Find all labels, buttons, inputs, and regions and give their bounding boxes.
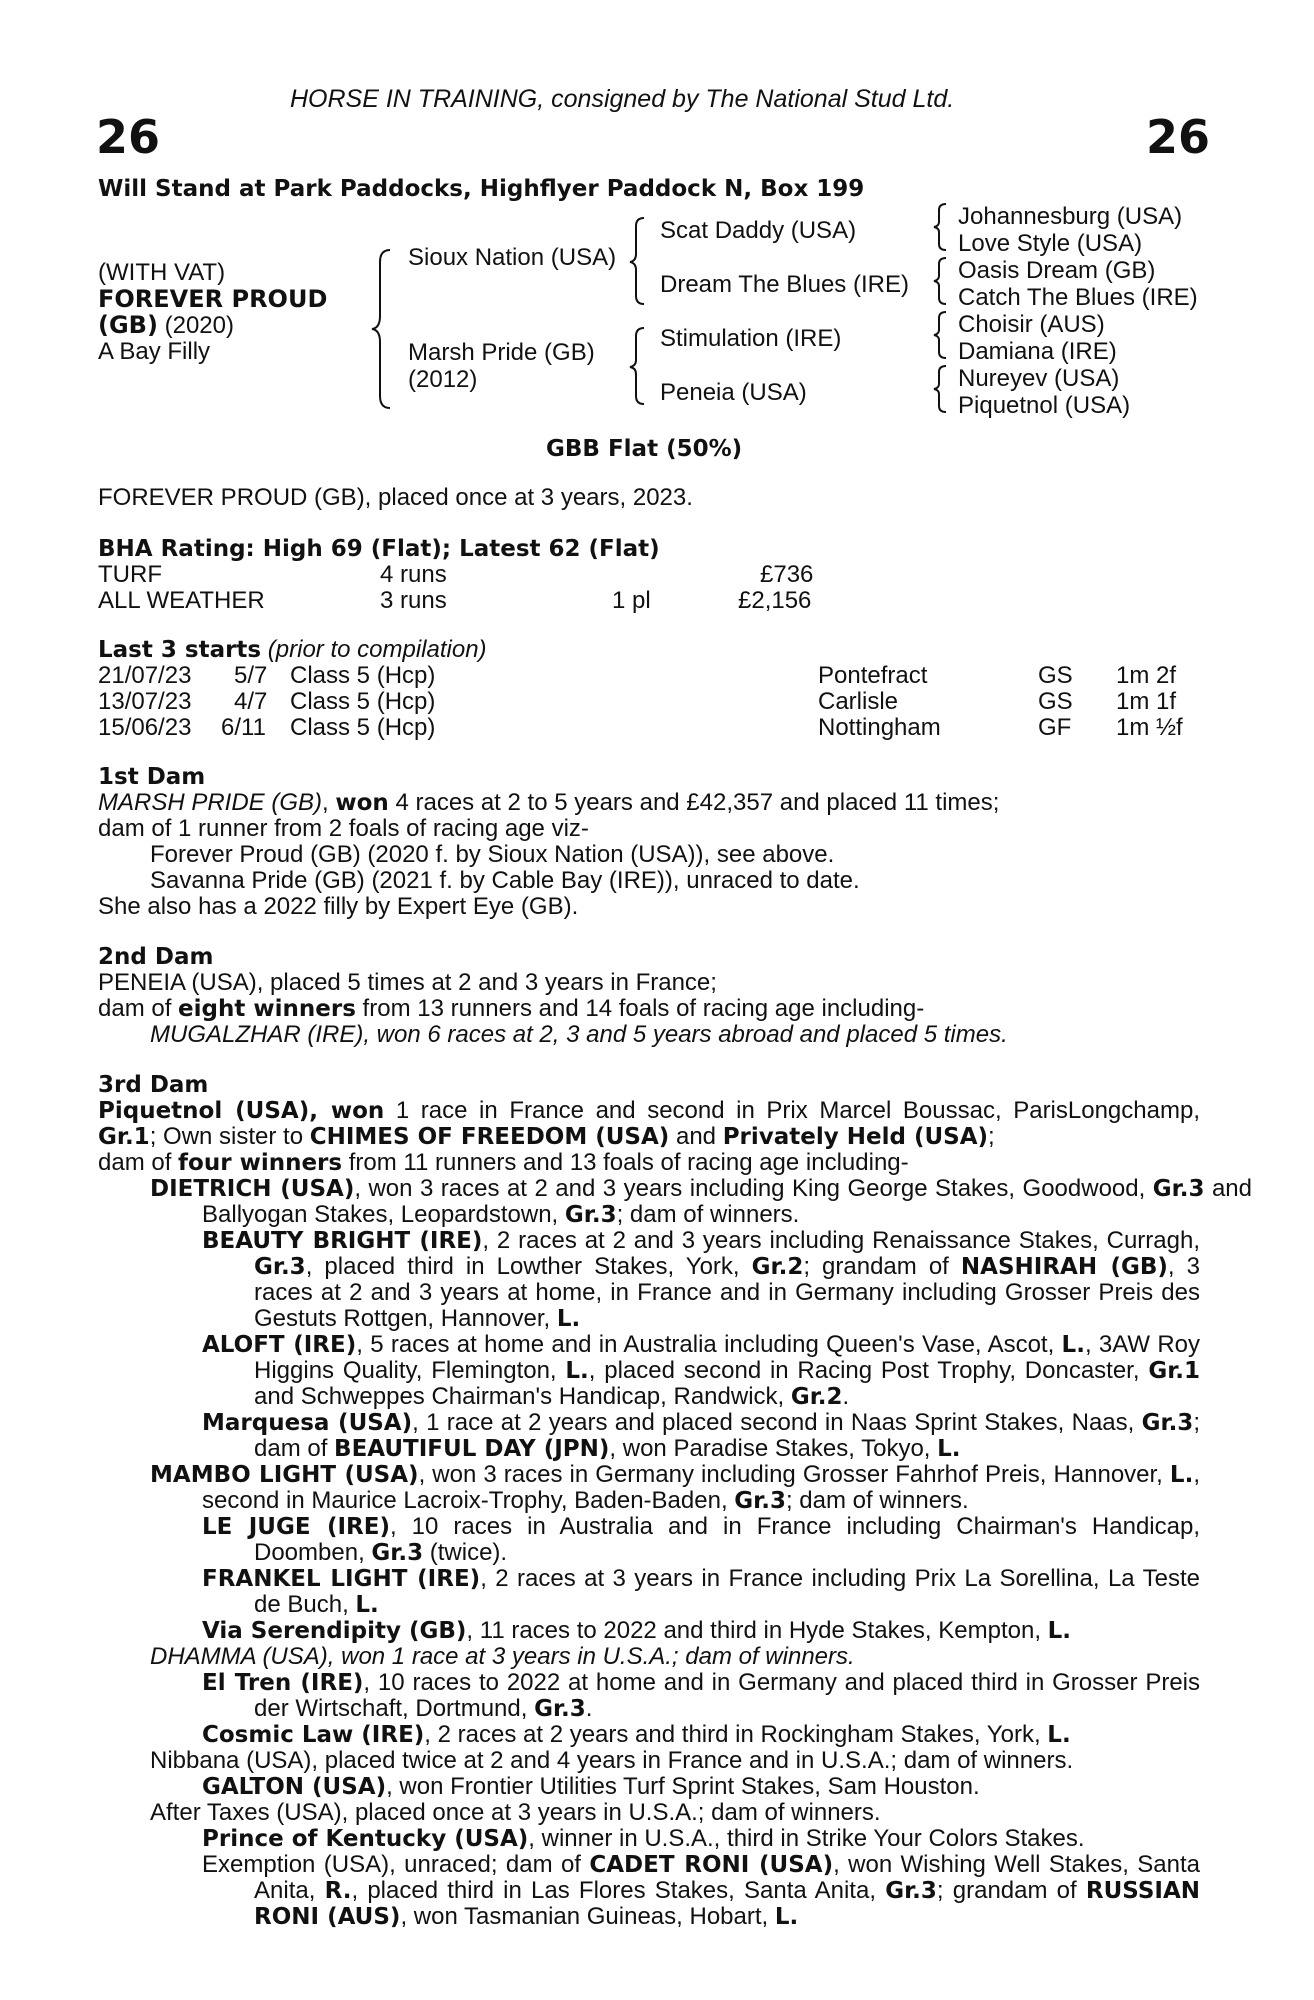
start-class: Class 5 (Hcp) bbox=[290, 662, 436, 689]
start-row bbox=[0, 715, 1314, 741]
dietrich-name: DIETRICH (USA) bbox=[150, 1176, 355, 1202]
start-course: Carlisle bbox=[818, 688, 899, 715]
beauty-t2: , placed third in Lowther Stakes, York, bbox=[305, 1253, 752, 1280]
dam3-and: and bbox=[669, 1123, 723, 1150]
juge-t2: (twice). bbox=[423, 1539, 508, 1566]
dam2-text2a: dam of bbox=[98, 995, 179, 1022]
mambo-t1: , won 3 races in Germany including Grosser Fahrhof Preis, Hannover, bbox=[418, 1461, 1170, 1488]
start-distance: 1m 1f bbox=[1116, 688, 1177, 715]
horse-year: (2020) bbox=[164, 312, 234, 339]
exemption-r: R. bbox=[324, 1878, 352, 1904]
dam2-line2 bbox=[98, 996, 924, 1022]
dam2-winners: eight winners bbox=[178, 996, 356, 1022]
entry-marquesa bbox=[202, 1410, 1200, 1462]
galton-name: GALTON (USA) bbox=[202, 1774, 387, 1800]
dam1-won: won bbox=[335, 790, 389, 816]
horse-name: FOREVER PROUD bbox=[98, 285, 328, 313]
start-going: GS bbox=[1038, 662, 1073, 689]
last-starts-heading bbox=[98, 637, 487, 663]
dam3-name: Piquetnol (USA) bbox=[98, 1098, 310, 1124]
eltren-t2: . bbox=[585, 1695, 593, 1722]
start-date: 13/07/23 bbox=[98, 688, 192, 715]
cosmic-t1: , 2 races at 2 years and third in Rockingham Stakes, York, bbox=[424, 1721, 1048, 1748]
dam1-foal2: Savanna Pride (GB) (2021 f. by Cable Bay (IRE)), unraced to date. bbox=[150, 867, 860, 894]
aloft-l1: L. bbox=[1061, 1332, 1085, 1358]
pedigree-dam-year: (2012) bbox=[408, 366, 478, 393]
dam2-line1: PENEIA (USA), placed 5 times at 2 and 3 years in France; bbox=[98, 969, 717, 996]
vat-label: (WITH VAT) bbox=[98, 259, 226, 286]
entry-nibbana: Nibbana (USA), placed twice at 2 and 4 years in France and in U.S.A.; dam of winners. bbox=[150, 1747, 1074, 1774]
marquesa-name: Marquesa (USA) bbox=[202, 1410, 413, 1436]
mambo-gr3: Gr.3 bbox=[734, 1488, 786, 1514]
rating-earnings: £2,156 bbox=[738, 587, 812, 614]
start-class: Class 5 (Hcp) bbox=[290, 714, 436, 741]
juge-gr3: Gr.3 bbox=[371, 1540, 424, 1566]
entry-el-tren bbox=[202, 1670, 1200, 1722]
via-t1: , 11 races to 2022 and third in Hyde Stakes, Kempton, bbox=[466, 1617, 1048, 1644]
marquesa-t1: , 1 race at 2 years and placed second in Naas Sprint Stakes, Naas, bbox=[412, 1409, 1142, 1436]
pedigree-dam-sire: Stimulation (IRE) bbox=[660, 325, 842, 352]
entry-frankel-light bbox=[202, 1566, 1200, 1618]
pedigree-sire-sire: Scat Daddy (USA) bbox=[660, 217, 857, 244]
mambo-t2: , second in Maurice Lacroix-Trophy, Baden-Baden, bbox=[202, 1461, 1200, 1514]
eltren-t1: , 10 races to 2022 at home and in Germany and placed third in Grosser Preis der Wirtschaft, Dortmund, bbox=[254, 1669, 1200, 1722]
entry-dietrich bbox=[150, 1176, 1252, 1228]
beauty-t3: ; grandam of bbox=[803, 1253, 961, 1280]
pedigree-ssd: Love Style (USA) bbox=[958, 230, 1143, 257]
eltren-gr3: Gr.3 bbox=[534, 1696, 586, 1722]
entry-prince-of-kentucky bbox=[202, 1826, 1085, 1852]
start-course: Nottingham bbox=[818, 714, 941, 741]
dam1-line1: MARSH PRIDE (GB), won 4 races at 2 to 5 years and £42,357 and placed 11 times; bbox=[98, 789, 1000, 816]
dam3-damof: dam of bbox=[98, 1149, 179, 1176]
dietrich-t3: ; dam of winners. bbox=[616, 1201, 800, 1228]
exemption-l: L. bbox=[774, 1904, 799, 1930]
dam3-t2: ; Own sister to bbox=[149, 1123, 310, 1150]
entry-beauty-bright bbox=[202, 1228, 1200, 1332]
start-class: Class 5 (Hcp) bbox=[290, 688, 436, 715]
beauty-t1: , 2 races at 2 and 3 years including Renaissance Stakes, Curragh, bbox=[482, 1227, 1200, 1254]
dam3-heading: 3rd Dam bbox=[98, 1072, 209, 1098]
marquesa-l: L. bbox=[937, 1436, 961, 1462]
mambo-l: L. bbox=[1169, 1462, 1194, 1488]
pedigree-dam-dam: Peneia (USA) bbox=[660, 379, 807, 406]
dam2-text2b: from 13 runners and 14 foals of racing age including- bbox=[355, 995, 925, 1022]
exemption-t1: Exemption (USA), unraced; dam of bbox=[202, 1851, 590, 1878]
pedigree-ddd: Piquetnol (USA) bbox=[958, 392, 1131, 419]
entry-aloft bbox=[202, 1332, 1200, 1410]
dietrich-gr3b: Gr.3 bbox=[564, 1202, 617, 1228]
rating-row-aw bbox=[0, 588, 1314, 614]
marquesa-t2: ; dam of bbox=[254, 1409, 1200, 1462]
marquesa-gr3: Gr.3 bbox=[1141, 1410, 1194, 1436]
start-position: 5/7 bbox=[234, 662, 268, 689]
start-course: Pontefract bbox=[818, 662, 928, 689]
rating-runs: 3 runs bbox=[380, 587, 447, 614]
pedigree-dss: Choisir (AUS) bbox=[958, 311, 1105, 338]
start-position: 6/11 bbox=[221, 714, 266, 741]
aloft-gr1: Gr.1 bbox=[1148, 1358, 1200, 1384]
frankel-t1: , 2 races at 3 years in France including Prix La Sorellina, La Teste de Buch, bbox=[254, 1565, 1200, 1618]
entry-dhamma: DHAMMA (USA), won 1 race at 3 years in U.S.A.; dam of winners. bbox=[150, 1643, 855, 1670]
aloft-gr2: Gr.2 bbox=[790, 1384, 843, 1410]
aloft-t5: . bbox=[842, 1383, 850, 1410]
pedigree-sss: Johannesburg (USA) bbox=[958, 203, 1183, 230]
exemption-t5: , won Tasmanian Guineas, Hobart, bbox=[400, 1903, 775, 1930]
dam3-gr1: Gr.1 bbox=[98, 1124, 150, 1150]
dam3-sister1: CHIMES OF FREEDOM (USA) bbox=[309, 1124, 670, 1150]
start-row bbox=[0, 689, 1314, 715]
cosmic-l: L. bbox=[1047, 1722, 1071, 1748]
dam1-foal1: Forever Proud (GB) (2020 f. by Sioux Nation (USA)), see above. bbox=[150, 841, 835, 868]
frankel-name: FRANKEL LIGHT (IRE) bbox=[202, 1566, 481, 1592]
exemption-gr3: Gr.3 bbox=[885, 1878, 937, 1904]
dam3-sister2: Privately Held (USA) bbox=[722, 1124, 989, 1150]
lot-number-left: 26 bbox=[96, 110, 161, 164]
aloft-t2: , 3AW Roy Higgins Quality, Flemington, bbox=[254, 1331, 1200, 1384]
entry-mambo-light bbox=[150, 1462, 1200, 1514]
aloft-t3: , placed second in Racing Post Trophy, Doncaster, bbox=[588, 1357, 1149, 1384]
last-starts-note: (prior to compilation) bbox=[267, 636, 487, 663]
juge-t1: , 10 races in Australia and in France including Chairman's Handicap, Doomben, bbox=[254, 1513, 1200, 1566]
dietrich-gr3a: Gr.3 bbox=[1152, 1176, 1205, 1202]
pedigree-dsd: Damiana (IRE) bbox=[958, 338, 1117, 365]
dietrich-t1: , won 3 races at 2 and 3 years including King George Stakes, Goodwood, bbox=[354, 1175, 1146, 1202]
entry-galton bbox=[202, 1774, 980, 1800]
dam1-heading: 1st Dam bbox=[98, 764, 206, 790]
start-position: 4/7 bbox=[234, 688, 268, 715]
dam1-name: MARSH PRIDE (GB) bbox=[98, 789, 323, 816]
start-date: 15/06/23 bbox=[98, 714, 192, 741]
marquesa-t3: , won Paradise Stakes, Tokyo, bbox=[609, 1435, 938, 1462]
prince-t1: , winner in U.S.A., third in Strike Your Colors Stakes. bbox=[528, 1825, 1085, 1852]
juge-name: LE JUGE (IRE) bbox=[202, 1514, 390, 1540]
rating-earnings: £736 bbox=[760, 561, 814, 588]
pedigree-brace-sire bbox=[628, 216, 650, 306]
rating-places: 1 pl bbox=[612, 587, 651, 614]
russian-roni-name: RUSSIAN RONI (AUS) bbox=[254, 1878, 1200, 1930]
beauty-name: BEAUTY BRIGHT (IRE) bbox=[202, 1228, 483, 1254]
dam3-t3: from 11 runners and 13 foals of racing age including- bbox=[342, 1149, 909, 1176]
aloft-t1: , 5 races at home and in Australia including Queen's Vase, Ascot, bbox=[356, 1331, 1062, 1358]
dam3-won: , won bbox=[309, 1098, 385, 1124]
start-date: 21/07/23 bbox=[98, 662, 192, 689]
start-going: GF bbox=[1038, 714, 1072, 741]
consignment-line: HORSE IN TRAINING, consigned by The National Stud Ltd. bbox=[290, 85, 955, 113]
entry-cosmic-law bbox=[202, 1722, 1071, 1748]
dam2-heading: 2nd Dam bbox=[98, 944, 214, 970]
gbb-label: GBB Flat (50%) bbox=[546, 436, 743, 462]
exemption-t2: , won Wishing Well Stakes, Santa Anita, bbox=[254, 1851, 1200, 1904]
exemption-t3: , placed third in Las Flores Stakes, Santa Anita, bbox=[351, 1877, 886, 1904]
dam1-line2: dam of 1 runner from 2 foals of racing age viz- bbox=[98, 815, 589, 842]
rating-row-turf bbox=[0, 562, 1314, 588]
stand-location: Will Stand at Park Paddocks, Highflyer Paddock N, Box 199 bbox=[98, 176, 865, 202]
dam3-produce-line bbox=[98, 1150, 909, 1176]
dietrich-t2: and Ballyogan Stakes, Leopardstown, bbox=[202, 1175, 1252, 1228]
dam3-intro bbox=[46, 1098, 1200, 1150]
beauty-t4: , 3 races at 2 and 3 years at home, in France and in Germany including Grosser Preis des Gestuts Rottgen, Hannover, bbox=[254, 1253, 1200, 1332]
dam3-four-winners: four winners bbox=[178, 1150, 343, 1176]
entry-exemption bbox=[202, 1852, 1200, 1930]
start-going: GS bbox=[1038, 688, 1073, 715]
dam3-t1: 1 race in France and second in Prix Marcel Boussac, ParisLongchamp, bbox=[384, 1097, 1200, 1124]
prince-name: Prince of Kentucky (USA) bbox=[202, 1826, 529, 1852]
beauty-gr3: Gr.3 bbox=[254, 1254, 306, 1280]
horse-origin bbox=[98, 312, 234, 339]
entry-via-serendipity bbox=[202, 1618, 1071, 1644]
rating-surface: TURF bbox=[98, 561, 162, 588]
entry-after-taxes: After Taxes (USA), placed once at 3 years in U.S.A.; dam of winners. bbox=[150, 1799, 881, 1826]
horse-description: A Bay Filly bbox=[98, 338, 211, 365]
pedigree-brace-dam bbox=[628, 326, 650, 406]
dam1-text1: 4 races at 2 to 5 years and £42,357 and placed 11 times; bbox=[388, 789, 1000, 816]
dam3-semi: ; bbox=[988, 1123, 995, 1150]
rating-runs: 4 runs bbox=[380, 561, 447, 588]
lot-number-right: 26 bbox=[1146, 110, 1211, 164]
galton-t1: , won Frontier Utilities Turf Sprint Stakes, Sam Houston. bbox=[386, 1773, 980, 1800]
mambo-t3: ; dam of winners. bbox=[785, 1487, 969, 1514]
last-starts-title: Last 3 starts bbox=[98, 637, 262, 663]
pedigree-brace-dd bbox=[932, 364, 952, 414]
rating-surface: ALL WEATHER bbox=[98, 587, 265, 614]
dam1-line3: She also has a 2022 filly by Expert Eye (GB). bbox=[98, 893, 579, 920]
horse-country: (GB) bbox=[98, 311, 158, 339]
aloft-name: ALOFT (IRE) bbox=[202, 1332, 357, 1358]
aloft-l2: L. bbox=[565, 1358, 589, 1384]
pedigree-dam: Marsh Pride (GB) bbox=[408, 339, 595, 366]
aloft-t4: and Schweppes Chairman's Handicap, Randwick, bbox=[254, 1383, 791, 1410]
pedigree-brace-ss bbox=[932, 202, 952, 252]
beauty-gr2: Gr.2 bbox=[751, 1254, 804, 1280]
pedigree-dds: Nureyev (USA) bbox=[958, 365, 1120, 392]
pedigree-sdd: Catch The Blues (IRE) bbox=[958, 284, 1198, 311]
start-row bbox=[0, 663, 1314, 689]
via-l: L. bbox=[1047, 1618, 1072, 1644]
pedigree-brace-sd bbox=[932, 256, 952, 306]
cosmic-name: Cosmic Law (IRE) bbox=[202, 1722, 425, 1748]
start-distance: 1m ½f bbox=[1116, 714, 1183, 741]
pedigree-sire-dam: Dream The Blues (IRE) bbox=[660, 271, 909, 298]
start-distance: 1m 2f bbox=[1116, 662, 1177, 689]
via-name: Via Serendipity (GB) bbox=[202, 1618, 467, 1644]
pedigree-sire: Sioux Nation (USA) bbox=[408, 244, 617, 271]
frankel-l: L. bbox=[355, 1592, 379, 1618]
eltren-name: El Tren (IRE) bbox=[202, 1670, 364, 1696]
entry-le-juge bbox=[202, 1514, 1200, 1566]
pedigree-brace-main bbox=[370, 248, 398, 410]
nashirah-name: NASHIRAH (GB) bbox=[960, 1254, 1168, 1280]
beauty-l: L. bbox=[556, 1306, 581, 1332]
cadet-roni-name: CADET RONI (USA) bbox=[589, 1852, 834, 1878]
pedigree-sds: Oasis Dream (GB) bbox=[958, 257, 1156, 284]
bha-rating-heading: BHA Rating: High 69 (Flat); Latest 62 (Flat) bbox=[98, 536, 660, 562]
race-summary: FOREVER PROUD (GB), placed once at 3 years, 2023. bbox=[98, 484, 693, 511]
dam2-progeny: MUGALZHAR (IRE), won 6 races at 2, 3 and 5 years abroad and placed 5 times. bbox=[150, 1021, 1008, 1048]
pedigree-brace-ds bbox=[932, 310, 952, 360]
exemption-t4: ; grandam of bbox=[936, 1877, 1086, 1904]
mambo-name: MAMBO LIGHT (USA) bbox=[150, 1462, 419, 1488]
beautiful-day-name: BEAUTIFUL DAY (JPN) bbox=[334, 1436, 610, 1462]
